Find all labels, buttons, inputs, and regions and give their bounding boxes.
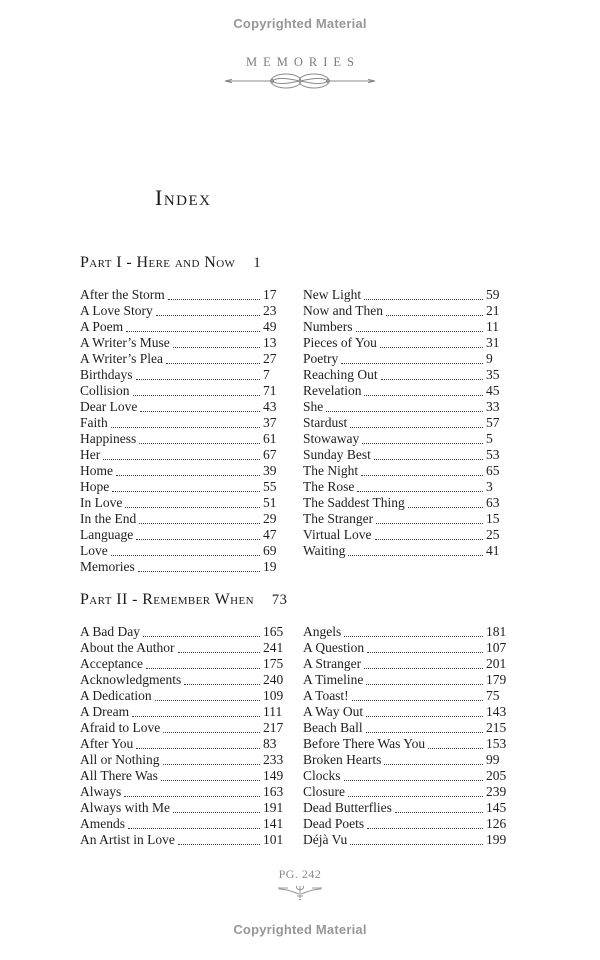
index-entry bbox=[303, 527, 510, 543]
entry-page: 175 bbox=[263, 656, 284, 671]
copyright-notice-top: Copyrighted Material bbox=[233, 16, 367, 31]
index-entry bbox=[80, 816, 287, 832]
entry-title: Collision bbox=[80, 383, 130, 398]
entry-page: 13 bbox=[263, 335, 277, 350]
entry-page: 71 bbox=[263, 383, 277, 398]
entry-columns bbox=[80, 624, 510, 848]
entry-page: 3 bbox=[486, 479, 493, 494]
entry-page: 75 bbox=[486, 688, 500, 703]
index-entry bbox=[303, 447, 510, 463]
entry-page: 101 bbox=[263, 832, 284, 847]
dot-leader bbox=[326, 411, 483, 412]
index-entry bbox=[303, 399, 510, 415]
entry-page: 57 bbox=[486, 415, 500, 430]
entry-title: A Timeline bbox=[303, 672, 364, 687]
entry-title: Sunday Best bbox=[303, 447, 371, 462]
dot-leader bbox=[348, 555, 483, 556]
entry-page: 17 bbox=[263, 287, 277, 302]
entry-title: Acceptance bbox=[80, 656, 143, 671]
index-entry bbox=[80, 656, 287, 672]
entry-title: Before There Was You bbox=[303, 736, 426, 751]
entry-page: 29 bbox=[263, 511, 277, 526]
entry-page: 165 bbox=[263, 624, 284, 639]
entry-page: 145 bbox=[486, 800, 507, 815]
entry-title: After You bbox=[80, 736, 134, 751]
entry-title: Acknowledgments bbox=[80, 672, 182, 687]
index-entry bbox=[303, 319, 510, 335]
dot-leader bbox=[350, 844, 483, 845]
index-entry bbox=[303, 816, 510, 832]
book-title: MEMORIES bbox=[246, 55, 360, 69]
entry-title: Birthdays bbox=[80, 367, 133, 382]
index-entry bbox=[80, 383, 287, 399]
entry-page: 9 bbox=[486, 351, 493, 366]
entry-page: 153 bbox=[486, 736, 507, 751]
dot-leader bbox=[143, 636, 260, 637]
dot-leader bbox=[375, 539, 483, 540]
dot-leader bbox=[428, 748, 483, 749]
entry-page: 43 bbox=[263, 399, 277, 414]
entry-title: All There Was bbox=[80, 768, 158, 783]
dot-leader bbox=[116, 475, 260, 476]
entry-title: New Light bbox=[303, 287, 362, 302]
index-entry bbox=[80, 351, 287, 367]
entry-page: 5 bbox=[486, 431, 493, 446]
entry-title: An Artist in Love bbox=[80, 832, 175, 847]
entry-page: 19 bbox=[263, 559, 277, 574]
index-entry bbox=[303, 640, 510, 656]
dot-leader bbox=[103, 459, 260, 460]
dot-leader bbox=[341, 363, 483, 364]
entry-title: Stardust bbox=[303, 415, 348, 430]
dot-leader bbox=[128, 828, 260, 829]
index-entry bbox=[303, 720, 510, 736]
index-entry bbox=[303, 832, 510, 848]
index-entry bbox=[303, 367, 510, 383]
index-entry bbox=[80, 447, 287, 463]
index-entry bbox=[80, 720, 287, 736]
dot-leader bbox=[364, 395, 483, 396]
index-entry bbox=[80, 495, 287, 511]
scroll-ornament-icon bbox=[222, 71, 378, 91]
entry-title: About the Author bbox=[80, 640, 175, 655]
dot-leader bbox=[356, 331, 484, 332]
page-number-label: PG. 242 bbox=[278, 867, 322, 881]
dot-leader bbox=[136, 539, 260, 540]
entry-page: 37 bbox=[263, 415, 277, 430]
dot-leader bbox=[408, 507, 483, 508]
index-entry bbox=[80, 463, 287, 479]
index-entry bbox=[80, 752, 287, 768]
dot-leader bbox=[112, 491, 260, 492]
index-entry bbox=[80, 640, 287, 656]
dot-leader bbox=[166, 363, 260, 364]
index-entry bbox=[80, 832, 287, 848]
dot-leader bbox=[136, 379, 261, 380]
entry-page: 47 bbox=[263, 527, 277, 542]
index-entry bbox=[303, 463, 510, 479]
entry-page: 11 bbox=[486, 319, 499, 334]
entry-title: Revelation bbox=[303, 383, 362, 398]
index-entry bbox=[80, 511, 287, 527]
entry-title: A Dream bbox=[80, 704, 130, 719]
index-entry bbox=[80, 399, 287, 415]
entry-title: Closure bbox=[303, 784, 345, 799]
entry-title: Waiting bbox=[303, 543, 346, 558]
entry-page: 181 bbox=[486, 624, 507, 639]
entry-page: 201 bbox=[486, 656, 507, 671]
entry-title: Love bbox=[80, 543, 108, 558]
entry-page: 25 bbox=[486, 527, 500, 542]
dot-leader bbox=[163, 732, 260, 733]
dot-leader bbox=[173, 347, 260, 348]
index-entry bbox=[303, 768, 510, 784]
dot-leader bbox=[350, 427, 483, 428]
dot-leader bbox=[367, 828, 483, 829]
entry-page: 59 bbox=[486, 287, 500, 302]
entry-title: Afraid to Love bbox=[80, 720, 161, 735]
entry-title: Numbers bbox=[303, 319, 353, 334]
entry-title: Home bbox=[80, 463, 113, 478]
entry-title: The Saddest Thing bbox=[303, 495, 405, 510]
entry-title: The Stranger bbox=[303, 511, 374, 526]
index-entry bbox=[303, 736, 510, 752]
index-entry bbox=[80, 303, 287, 319]
entry-page: 51 bbox=[263, 495, 277, 510]
dot-leader bbox=[366, 716, 483, 717]
entry-page: 141 bbox=[263, 816, 284, 831]
dot-leader bbox=[139, 523, 260, 524]
part-section bbox=[80, 254, 510, 575]
dot-leader bbox=[364, 299, 483, 300]
dot-leader bbox=[111, 555, 260, 556]
entry-title: Happiness bbox=[80, 431, 137, 446]
entry-page: 41 bbox=[486, 543, 500, 558]
entry-page: 35 bbox=[486, 367, 500, 382]
entry-title: Pieces of You bbox=[303, 335, 377, 350]
part-label: Part II - Remember When bbox=[80, 591, 254, 608]
entry-title: Broken Hearts bbox=[303, 752, 382, 767]
dot-leader bbox=[178, 652, 261, 653]
entry-page: 27 bbox=[263, 351, 277, 366]
entry-title: A Poem bbox=[80, 319, 124, 334]
index-entry bbox=[303, 752, 510, 768]
index-entry bbox=[303, 543, 510, 559]
entry-page: 109 bbox=[263, 688, 284, 703]
index-entry bbox=[303, 351, 510, 367]
index-entry bbox=[80, 559, 287, 575]
dot-leader bbox=[133, 395, 260, 396]
index-entry bbox=[80, 431, 287, 447]
index-entry bbox=[303, 415, 510, 431]
part-header bbox=[80, 591, 510, 611]
entry-page: 111 bbox=[263, 704, 283, 719]
dot-leader bbox=[161, 780, 260, 781]
entry-page: 163 bbox=[263, 784, 284, 799]
index-entry bbox=[80, 319, 287, 335]
entry-title: Language bbox=[80, 527, 134, 542]
dot-leader bbox=[362, 443, 483, 444]
entry-title: Déjà Vu bbox=[303, 832, 348, 847]
entry-title: A Question bbox=[303, 640, 365, 655]
dot-leader bbox=[384, 764, 483, 765]
entry-column bbox=[303, 287, 510, 575]
part-start-page: 73 bbox=[271, 592, 288, 608]
index-entry bbox=[303, 656, 510, 672]
index-entry bbox=[80, 479, 287, 495]
dot-leader bbox=[173, 812, 260, 813]
index-entry bbox=[80, 688, 287, 704]
fleuron-ornament-icon bbox=[277, 884, 323, 902]
dot-leader bbox=[156, 315, 260, 316]
dot-leader bbox=[132, 716, 260, 717]
index-entry bbox=[80, 784, 287, 800]
entry-page: 39 bbox=[263, 463, 277, 478]
entry-title: All or Nothing bbox=[80, 752, 160, 767]
dot-leader bbox=[374, 459, 483, 460]
entry-title: She bbox=[303, 399, 324, 414]
index-entry bbox=[303, 383, 510, 399]
dot-leader bbox=[178, 844, 260, 845]
index-entry bbox=[303, 800, 510, 816]
entry-page: 15 bbox=[486, 511, 500, 526]
entry-title: Reaching Out bbox=[303, 367, 378, 382]
entry-page: 179 bbox=[486, 672, 507, 687]
entry-title: A Toast! bbox=[303, 688, 349, 703]
dot-leader bbox=[376, 523, 483, 524]
entry-page: 21 bbox=[486, 303, 500, 318]
dot-leader bbox=[126, 331, 260, 332]
index-entry bbox=[303, 688, 510, 704]
entry-page: 63 bbox=[486, 495, 500, 510]
index-entry bbox=[80, 800, 287, 816]
entry-title: Now and Then bbox=[303, 303, 383, 318]
dot-leader bbox=[380, 347, 483, 348]
entry-page: 69 bbox=[263, 543, 277, 558]
entry-page: 199 bbox=[486, 832, 507, 847]
entry-title: Virtual Love bbox=[303, 527, 372, 542]
dot-leader bbox=[140, 411, 260, 412]
entry-title: A Writer’s Plea bbox=[80, 351, 163, 366]
entry-page: 191 bbox=[263, 800, 284, 815]
index-entry bbox=[80, 672, 287, 688]
index-entry bbox=[80, 704, 287, 720]
dot-leader bbox=[163, 764, 261, 765]
index-entry bbox=[80, 287, 287, 303]
entry-title: The Rose bbox=[303, 479, 355, 494]
entry-page: 107 bbox=[486, 640, 507, 655]
index-entry bbox=[303, 303, 510, 319]
dot-leader bbox=[381, 379, 483, 380]
index-entry bbox=[303, 672, 510, 688]
entry-title: A Stranger bbox=[303, 656, 362, 671]
entry-page: 7 bbox=[263, 367, 270, 382]
index-entry bbox=[80, 367, 287, 383]
index-entry bbox=[303, 287, 510, 303]
index-entry bbox=[303, 784, 510, 800]
entry-title: A Love Story bbox=[80, 303, 153, 318]
dot-leader bbox=[111, 427, 260, 428]
entry-page: 65 bbox=[486, 463, 500, 478]
index-title: Index bbox=[155, 185, 212, 210]
index-sections bbox=[80, 254, 510, 848]
entry-columns bbox=[80, 287, 510, 575]
dot-leader bbox=[184, 684, 260, 685]
entry-page: 61 bbox=[263, 431, 277, 446]
part-label: Part I - Here and Now bbox=[80, 254, 236, 271]
part-section bbox=[80, 591, 510, 848]
entry-column bbox=[303, 624, 510, 848]
entry-title: Faith bbox=[80, 415, 108, 430]
entry-title: Dear Love bbox=[80, 399, 138, 414]
entry-page: 83 bbox=[263, 736, 277, 751]
entry-column bbox=[80, 287, 287, 575]
entry-title: Memories bbox=[80, 559, 135, 574]
entry-page: 143 bbox=[486, 704, 507, 719]
index-entry bbox=[80, 527, 287, 543]
entry-title: Dead Poets bbox=[303, 816, 365, 831]
entry-title: A Bad Day bbox=[80, 624, 140, 639]
entry-page: 67 bbox=[263, 447, 277, 462]
entry-title: After the Storm bbox=[80, 287, 165, 302]
entry-title: In the End bbox=[80, 511, 137, 526]
index-entry bbox=[303, 335, 510, 351]
entry-title: Always bbox=[80, 784, 122, 799]
dot-leader bbox=[138, 571, 260, 572]
entry-title: A Dedication bbox=[80, 688, 152, 703]
entry-page: 149 bbox=[263, 768, 284, 783]
dot-leader bbox=[348, 796, 483, 797]
dot-leader bbox=[386, 315, 483, 316]
index-entry bbox=[80, 736, 287, 752]
entry-title: Clocks bbox=[303, 768, 341, 783]
entry-page: 45 bbox=[486, 383, 500, 398]
entry-page: 215 bbox=[486, 720, 507, 735]
dot-leader bbox=[136, 748, 260, 749]
dot-leader bbox=[125, 507, 260, 508]
dot-leader bbox=[344, 780, 483, 781]
entry-title: Always with Me bbox=[80, 800, 170, 815]
index-entry bbox=[80, 768, 287, 784]
copyright-notice-bottom: Copyrighted Material bbox=[233, 922, 367, 937]
entry-column bbox=[80, 624, 287, 848]
index-entry bbox=[80, 543, 287, 559]
index-entry bbox=[80, 335, 287, 351]
entry-page: 99 bbox=[486, 752, 500, 767]
entry-title: Stowaway bbox=[303, 431, 360, 446]
entry-page: 55 bbox=[263, 479, 277, 494]
dot-leader bbox=[124, 796, 260, 797]
entry-title: The Night bbox=[303, 463, 359, 478]
dot-leader bbox=[361, 475, 483, 476]
dot-leader bbox=[395, 812, 483, 813]
dot-leader bbox=[146, 668, 260, 669]
index-entry bbox=[303, 624, 510, 640]
entry-page: 53 bbox=[486, 447, 500, 462]
dot-leader bbox=[352, 700, 483, 701]
entry-title: A Way Out bbox=[303, 704, 364, 719]
dot-leader bbox=[168, 299, 260, 300]
entry-page: 217 bbox=[263, 720, 284, 735]
dot-leader bbox=[367, 652, 483, 653]
index-entry bbox=[80, 415, 287, 431]
dot-leader bbox=[364, 668, 483, 669]
entry-title: Her bbox=[80, 447, 101, 462]
part-start-page: 1 bbox=[253, 255, 261, 271]
index-entry bbox=[303, 479, 510, 495]
dot-leader bbox=[344, 636, 483, 637]
dot-leader bbox=[366, 732, 483, 733]
index-entry bbox=[303, 704, 510, 720]
index-entry bbox=[303, 431, 510, 447]
dot-leader bbox=[366, 684, 483, 685]
entry-page: 126 bbox=[486, 816, 507, 831]
entry-page: 241 bbox=[263, 640, 284, 655]
entry-title: Beach Ball bbox=[303, 720, 363, 735]
entry-page: 205 bbox=[486, 768, 507, 783]
entry-title: Poetry bbox=[303, 351, 339, 366]
index-entry bbox=[303, 511, 510, 527]
entry-title: In Love bbox=[80, 495, 123, 510]
entry-page: 31 bbox=[486, 335, 500, 350]
dot-leader bbox=[155, 700, 260, 701]
entry-title: Amends bbox=[80, 816, 125, 831]
index-entry bbox=[80, 624, 287, 640]
dot-leader bbox=[357, 491, 483, 492]
entry-page: 239 bbox=[486, 784, 507, 799]
entry-page: 240 bbox=[263, 672, 284, 687]
entry-title: Dead Butterflies bbox=[303, 800, 392, 815]
part-header bbox=[80, 254, 510, 274]
entry-page: 49 bbox=[263, 319, 277, 334]
entry-title: Hope bbox=[80, 479, 110, 494]
entry-page: 23 bbox=[263, 303, 277, 318]
entry-title: A Writer’s Muse bbox=[80, 335, 170, 350]
entry-page: 233 bbox=[263, 752, 284, 767]
entry-page: 33 bbox=[486, 399, 500, 414]
dot-leader bbox=[139, 443, 260, 444]
index-entry bbox=[303, 495, 510, 511]
entry-title: Angels bbox=[303, 624, 342, 639]
